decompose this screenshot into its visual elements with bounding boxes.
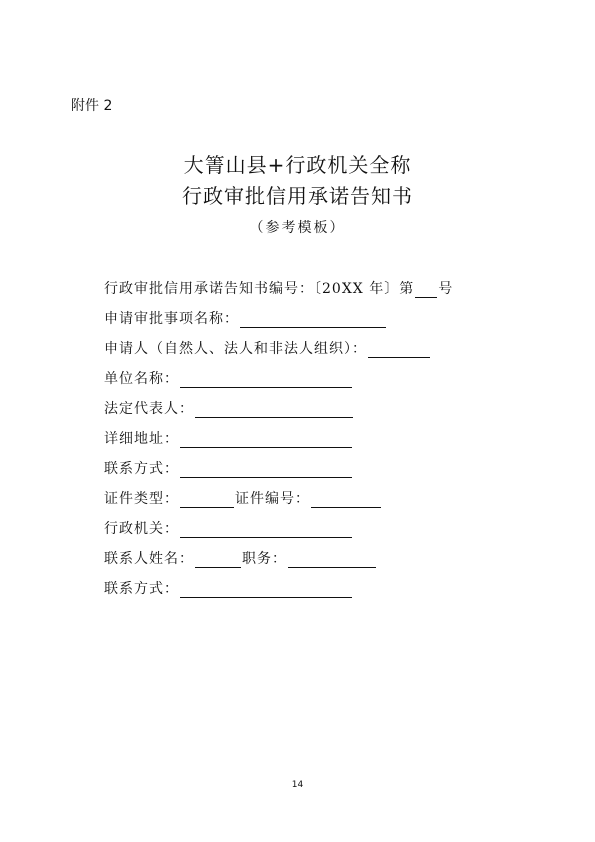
legal-rep-row <box>104 394 453 424</box>
notice-number-field[interactable] <box>415 281 437 298</box>
contact-method2-label: 联系方式： <box>104 581 179 597</box>
legal-rep-label: 法定代表人： <box>104 401 194 417</box>
notice-number-row <box>104 274 453 304</box>
contact-method-label: 联系方式： <box>104 461 179 477</box>
approval-item-field[interactable] <box>240 311 386 328</box>
application-form <box>104 274 453 604</box>
approval-item-row <box>104 304 453 334</box>
approval-item-label: 申请审批事项名称： <box>104 311 239 327</box>
position-field[interactable] <box>288 551 376 568</box>
position-label: 职务： <box>242 551 287 567</box>
contact-name-field[interactable] <box>195 551 241 568</box>
id-type-field[interactable] <box>180 491 234 508</box>
document-title-line2: 行政审批信用承诺告知书 <box>182 184 413 208</box>
legal-rep-field[interactable] <box>195 401 353 418</box>
id-number-label: 证件编号： <box>235 491 310 507</box>
unit-name-row <box>104 364 453 394</box>
notice-number-label: 行政审批信用承诺告知书编号：〔20XX 年〕第 <box>104 281 415 297</box>
applicant-field[interactable] <box>368 341 430 358</box>
id-type-label: 证件类型： <box>104 491 179 507</box>
document-subtitle: （参考模板） <box>249 220 346 236</box>
admin-organ-label: 行政机关： <box>104 521 179 537</box>
admin-organ-field[interactable] <box>180 521 352 538</box>
contact-method-field[interactable] <box>180 461 352 478</box>
unit-name-field[interactable] <box>180 371 352 388</box>
id-number-field[interactable] <box>311 491 381 508</box>
contact-method2-field[interactable] <box>180 581 352 598</box>
address-field[interactable] <box>180 431 352 448</box>
applicant-row <box>104 334 453 364</box>
attachment-label: 附件 2 <box>71 98 113 114</box>
id-row <box>104 484 453 514</box>
address-row <box>104 424 453 454</box>
notice-number-suffix: 号 <box>438 281 454 297</box>
admin-organ-row <box>104 514 453 544</box>
unit-name-label: 单位名称： <box>104 371 179 387</box>
address-label: 详细地址： <box>104 431 179 447</box>
contact-name-label: 联系人姓名： <box>104 551 194 567</box>
contact-method2-row <box>104 574 453 604</box>
contact-person-row <box>104 544 453 574</box>
applicant-label: 申请人（自然人、法人和非法人组织）： <box>104 341 367 357</box>
document-title-line1: 大箐山县+行政机关全称 <box>183 153 412 177</box>
contact-method-row <box>104 454 453 484</box>
page-number: 14 <box>291 780 304 790</box>
